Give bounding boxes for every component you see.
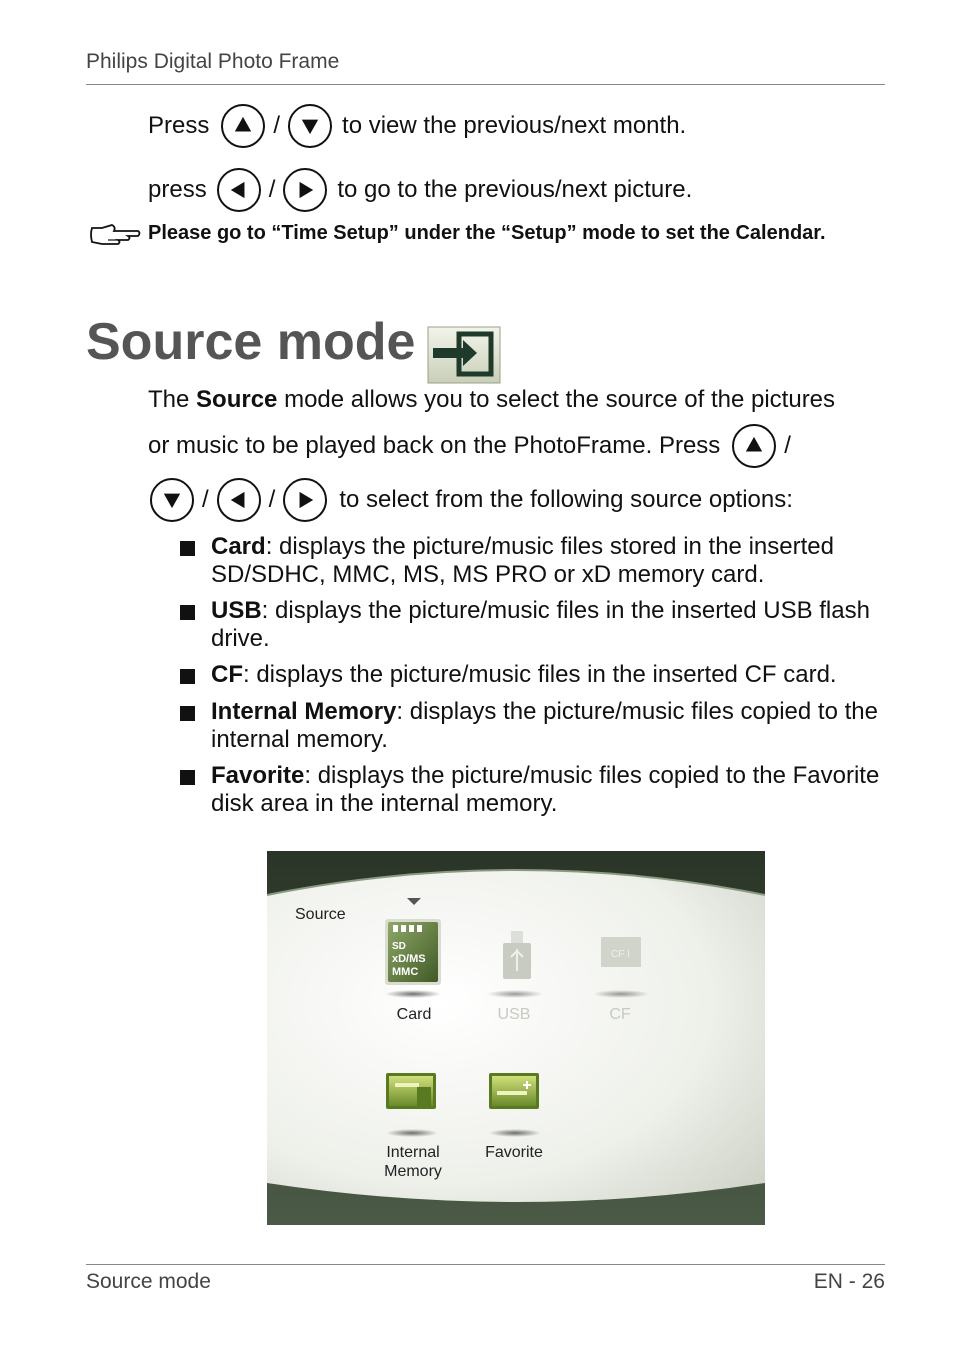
up-arrow-icon [732,424,776,468]
press-label: Press [148,112,210,139]
menu-item-internal-memory-line2[interactable]: Memory [384,1163,442,1180]
footer-rule [86,1264,885,1265]
bullet-term: CF [211,661,243,688]
intro-bold: Source [196,386,278,413]
bullet-marker [180,770,195,785]
bullet-card [180,533,880,589]
card-chip-text: MMC [392,966,419,978]
section-title: Source mode [86,313,416,371]
bullet-usb [180,597,880,653]
bullet-text: : displays the picture/music files in the inserted USB flash drive. [211,597,870,652]
bullet-text: : displays the picture/music files copied to the Favorite disk area in the internal memory. [211,762,880,817]
left-arrow-icon [217,478,261,522]
bullet-term: USB [211,597,262,624]
bullet-term: Card [211,533,266,560]
bullet-marker [180,605,195,620]
down-arrow-icon [150,478,194,522]
intro-line-3 [150,478,793,522]
bullet-marker [180,669,195,684]
bullet-text: : displays the picture/music files stored in the inserted SD/SDHC, MMC, MS, MS PRO or xD memory card. [211,533,834,588]
instruction-line-month [148,104,686,148]
page-number: EN - 26 [813,1270,885,1293]
bullet-text: : displays the picture/music files copied to the internal memory. [211,698,878,753]
calendar-note: Please go to “Time Setup” under the “Setup” mode to set the Calendar. [148,222,826,244]
bullet-term: Favorite [211,762,305,789]
screen-title: Source [295,906,346,923]
separator: / [273,112,281,139]
bullet-text: : displays the picture/music files in the inserted CF card. [243,661,837,688]
up-arrow-icon [221,104,265,148]
separator: / [202,486,209,513]
card-chip-text: SD [392,941,406,952]
instruction-text: to go to the previous/next picture. [337,176,693,203]
cf-chip-text: CF I [611,949,630,960]
separator: / [268,486,276,513]
source-menu-screenshot [267,851,765,1225]
bullet-marker [180,541,195,556]
intro-text: or music to be played back on the PhotoFrame. Press [148,432,721,459]
intro-text: The [148,386,197,413]
running-header: Philips Digital Photo Frame [86,50,340,73]
intro-text: mode allows you to select the source of the pictures [277,386,836,413]
menu-item-usb[interactable]: USB [497,1006,531,1023]
press-label: press [148,176,207,203]
right-arrow-icon [283,168,327,212]
menu-item-cf[interactable]: CF [609,1006,631,1023]
bullet-internal-memory [180,698,880,754]
bullet-favorite [180,762,880,818]
separator: / [784,432,791,459]
intro-line-2 [148,424,799,468]
instruction-text: to view the previous/next month. [342,112,687,139]
intro-text: to select from the following source options: [339,486,793,513]
pointing-hand-icon [88,220,142,255]
bullet-term: Internal Memory [211,698,397,725]
header-rule [86,84,885,85]
bullet-cf [180,661,880,689]
right-arrow-icon [283,478,327,522]
bullet-marker [180,706,195,721]
menu-item-favorite[interactable]: Favorite [485,1144,543,1161]
intro-line-1 [148,386,835,414]
menu-item-card[interactable]: Card [396,1006,432,1023]
left-arrow-icon [217,168,261,212]
source-mode-icon [427,326,501,384]
instruction-line-picture [148,168,692,212]
card-chip-text: xD/MS [392,953,426,965]
separator: / [268,176,276,203]
footer-section-name: Source mode [86,1270,211,1293]
menu-item-internal-memory[interactable]: Internal [386,1144,440,1161]
down-arrow-icon [288,104,332,148]
